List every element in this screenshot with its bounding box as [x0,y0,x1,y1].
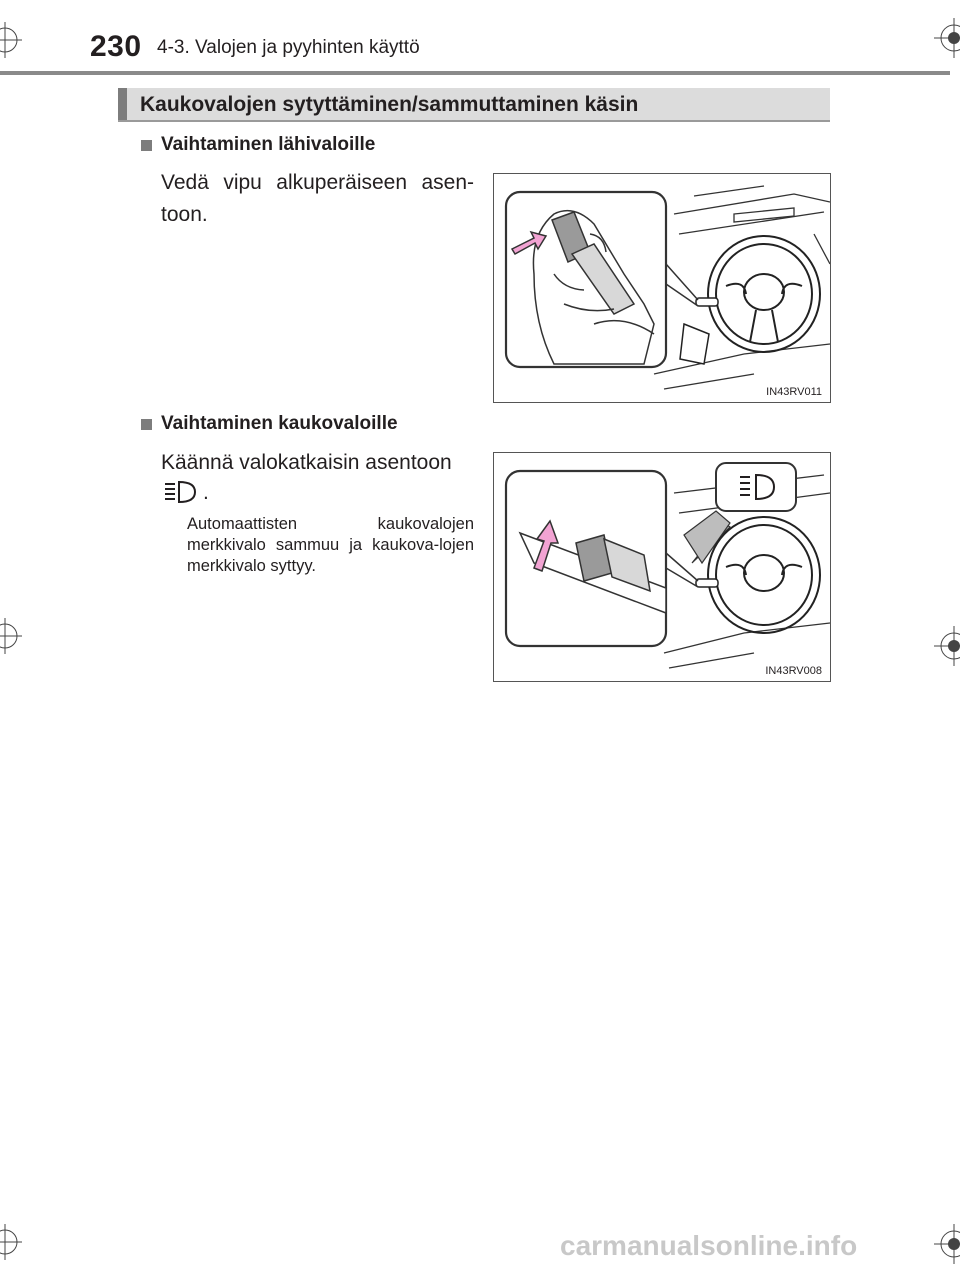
header-rule [0,71,950,75]
page-number: 230 [90,30,142,63]
watermark: carmanualsonline.info [560,1230,858,1261]
crop-mark-icon [0,1222,26,1262]
crop-mark-icon [0,616,26,656]
crop-mark-icon [930,1222,960,1266]
low-beam-heading: Vaihtaminen lähivaloille [161,134,376,155]
section-marker [118,88,127,120]
high-beam-indicator-icon [161,478,201,506]
high-beam-instruction-end: . [203,481,209,504]
crop-mark-icon [930,624,960,668]
high-beam-instruction: Käännä valokatkaisin asentoon [161,451,452,474]
lever-push-illustration [494,453,830,681]
crop-mark-icon [0,20,26,60]
section-heading-band [118,88,830,122]
high-beam-note: Automaattisten kaukovalojen merkkivalo sammuu ja kaukova-lojen merkkivalo syttyy. [187,515,474,575]
section-title: Kaukovalojen sytyttäminen/sammuttaminen käsin [140,93,639,116]
chapter-title: 4-3. Valojen ja pyyhinten käyttö [157,37,420,58]
crop-mark-icon [930,16,960,60]
lever-pull-illustration [494,174,830,402]
figure-code: IN43RV008 [765,665,822,677]
figure-code: IN43RV011 [766,386,822,398]
high-beam-heading: Vaihtaminen kaukovaloille [161,413,398,434]
bullet-square-icon [141,419,152,430]
low-beam-figure [493,173,831,403]
bullet-square-icon [141,140,152,151]
low-beam-instruction: Vedä vipu alkuperäiseen asen-toon. [161,171,474,226]
high-beam-figure [493,452,831,682]
